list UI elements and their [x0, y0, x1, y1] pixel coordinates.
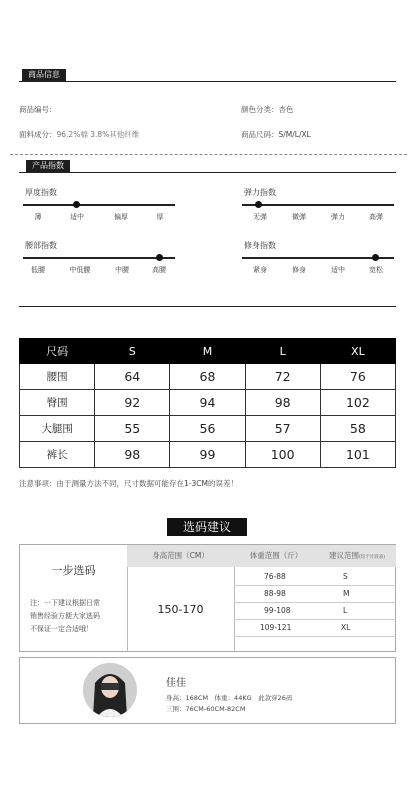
color-label: 颜色分类： — [241, 105, 279, 114]
thickness-knob — [73, 201, 80, 208]
step-note-line-1: 注：一下建议根据日常 — [30, 599, 100, 607]
cell: 68 — [170, 364, 245, 390]
header-size: 尺码 — [20, 339, 95, 364]
thickness-label-1: 薄 — [34, 213, 42, 221]
col-size-header — [318, 545, 396, 567]
thickness-label-2: 适中 — [70, 213, 84, 221]
elastic-track — [242, 204, 394, 206]
weight-value: 109-121 — [260, 623, 292, 632]
product-info-tag: 商品信息 — [22, 69, 66, 81]
waist-knob — [156, 254, 163, 261]
weight-row — [234, 586, 396, 603]
fit-label-2: 修身 — [292, 266, 306, 274]
size-table — [19, 338, 396, 468]
elastic-label-3: 弹力 — [331, 213, 345, 221]
col-weight-header: 体重范围（斤） — [234, 545, 318, 567]
fabric-label: 面料成分： — [19, 130, 57, 139]
col-height-header: 身高范围（CM） — [127, 545, 234, 567]
step-note-line-2: 销售经验方便大家选码 — [30, 612, 100, 620]
table-row — [20, 390, 396, 416]
cell: 99 — [170, 442, 245, 468]
size-value: L — [343, 606, 348, 615]
header-m: M — [170, 339, 245, 364]
table-row — [20, 364, 396, 390]
header-s: S — [95, 339, 170, 364]
header-l: L — [245, 339, 320, 364]
cell: 57 — [245, 416, 320, 442]
cell: 100 — [245, 442, 320, 468]
row-label: 裤长 — [20, 442, 95, 468]
cell: 76 — [320, 364, 395, 390]
col-size-note: (均于片段表) — [358, 555, 385, 560]
index-dashed-divider — [10, 154, 407, 155]
step-panel — [20, 545, 128, 651]
size-value: S/M/L/XL — [278, 130, 311, 139]
weight-row — [234, 637, 396, 653]
cell: 72 — [245, 364, 320, 390]
waist-title: 腰部指数 — [25, 241, 57, 250]
cell: 102 — [320, 390, 395, 416]
cell: 58 — [320, 416, 395, 442]
model-measurements: 三围：76CM-60CM-82CM — [166, 705, 246, 713]
fit-title: 修身指数 — [244, 241, 276, 250]
waist-label-1: 低腰 — [31, 266, 45, 274]
cell: 94 — [170, 390, 245, 416]
waist-label-4: 高腰 — [152, 266, 166, 274]
cell: 101 — [320, 442, 395, 468]
thickness-track — [23, 204, 175, 206]
fabric-value: 96.2%棉 3.8%其他纤维 — [56, 130, 140, 139]
size-table-header — [20, 339, 396, 364]
header-xl: XL — [320, 339, 395, 364]
product-code — [19, 104, 57, 115]
fit-knob — [372, 254, 379, 261]
recommend-table — [19, 544, 396, 652]
row-label: 臀围 — [20, 390, 95, 416]
size-value: S — [343, 572, 348, 581]
waist-label-2: 中低腰 — [69, 266, 91, 274]
thickness-label-3: 偏厚 — [114, 213, 128, 221]
waist-track — [23, 257, 175, 259]
height-range: 150-170 — [157, 603, 204, 616]
size-value: M — [343, 589, 350, 598]
cell: 98 — [95, 442, 170, 468]
step-title: 一步选码 — [51, 564, 96, 577]
weight-row — [234, 603, 396, 620]
recommend-banner: 选码建议 — [167, 518, 247, 536]
model-avatar — [83, 663, 137, 717]
product-code-label: 商品编号： — [19, 105, 57, 114]
model-stats: 身高：168CM 体重：44KG 此款穿26码 — [166, 694, 293, 702]
fit-label-3: 适中 — [331, 266, 345, 274]
row-label: 腰围 — [20, 364, 95, 390]
cell: 64 — [95, 364, 170, 390]
thickness-label-4: 厚 — [156, 213, 164, 221]
elastic-label-2: 微弹 — [292, 213, 306, 221]
col-size-label: 建议范围 — [328, 551, 359, 560]
weight-value: 99-108 — [264, 606, 291, 615]
color-value: 杏色 — [278, 105, 294, 114]
table-row — [20, 416, 396, 442]
size-options — [241, 129, 311, 140]
size-label: 商品尺码： — [241, 130, 279, 139]
weight-value: 76-88 — [264, 572, 286, 581]
product-index-tag: 产品指数 — [26, 160, 70, 172]
thickness-title: 厚度指数 — [25, 188, 57, 197]
size-value: XL — [341, 623, 351, 632]
fit-label-4: 宽松 — [369, 266, 383, 274]
model-card — [19, 657, 396, 724]
weight-row — [234, 620, 396, 637]
cell: 56 — [170, 416, 245, 442]
step-note-line-3: 不保证一定合适哦！ — [30, 625, 93, 633]
fabric-composition — [19, 129, 139, 140]
waist-label-3: 中腰 — [115, 266, 129, 274]
model-name: 佳佳 — [166, 678, 186, 689]
elastic-knob — [255, 201, 262, 208]
index-bottom-rule — [19, 306, 396, 307]
elastic-label-4: 高弹 — [369, 213, 383, 221]
table-row — [20, 442, 396, 468]
weight-row — [234, 569, 396, 586]
measurement-note: 注意事项：由于测量方法不同，尺寸数据可能存在1-3CM的误差！ — [19, 479, 238, 488]
elastic-title: 弹力指数 — [244, 188, 276, 197]
info-top-rule — [19, 81, 396, 82]
step-note — [30, 597, 100, 636]
row-label: 大腿围 — [20, 416, 95, 442]
cell: 55 — [95, 416, 170, 442]
index-top-rule — [19, 172, 396, 173]
elastic-label-1: 无弹 — [253, 213, 267, 221]
fit-label-1: 紧身 — [253, 266, 267, 274]
model-photo — [83, 663, 137, 717]
weight-value: 88-98 — [264, 589, 286, 598]
cell: 98 — [245, 390, 320, 416]
cell: 92 — [95, 390, 170, 416]
color-category — [241, 104, 294, 115]
